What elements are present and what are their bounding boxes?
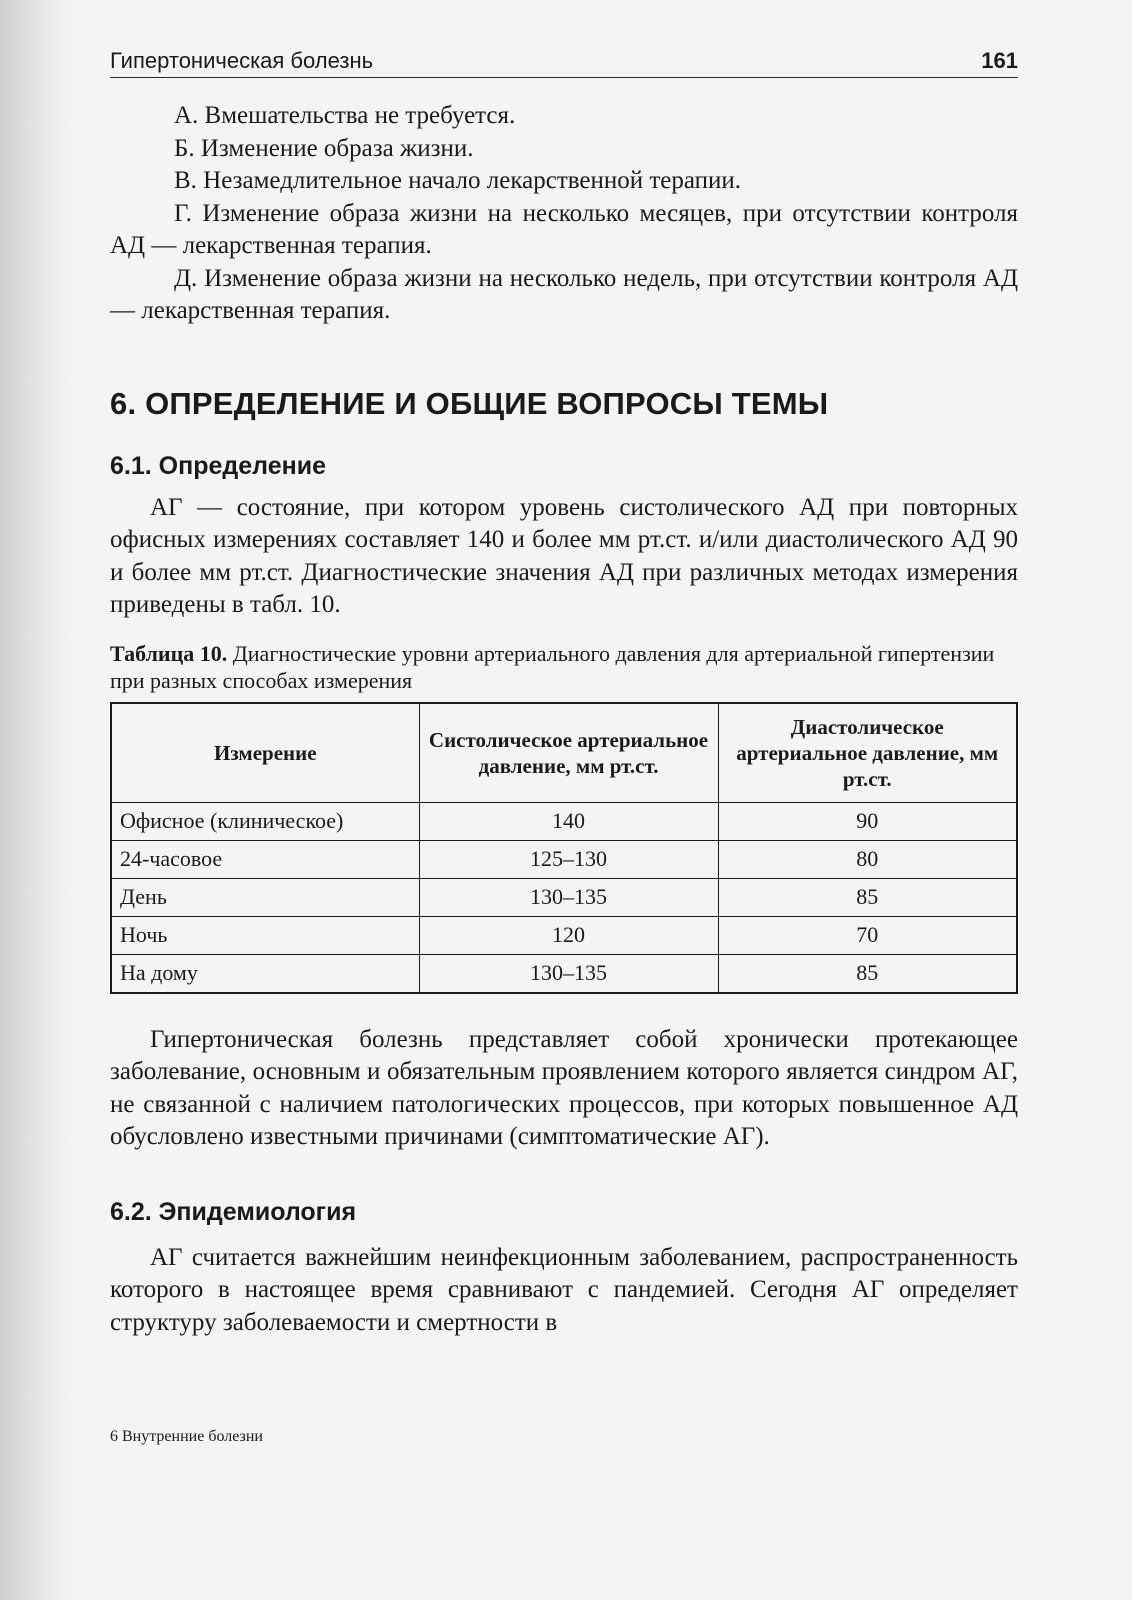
table-caption-label: Таблица 10. — [110, 640, 228, 666]
epidemiology-paragraph: АГ считается важнейшим неинфекционным заболеванием, распространенность которого в настоящее время сравнивают с пандемией. Сегодня АГ определяет структуру заболеваемости и смертности в — [110, 1243, 1018, 1336]
table-cell-systolic: 130–135 — [419, 954, 718, 993]
table-row — [111, 954, 1017, 993]
table-header-systolic: Систолическое артериальное давление, мм рт.ст. — [419, 703, 718, 803]
table-header-diastolic: Диастолическое артериальное давление, мм рт.ст. — [718, 703, 1017, 803]
answer-option-e: Д. Изменение образа жизни на несколько недель, при отсутствии контроля АД — лекарственная терапия. — [110, 264, 1018, 324]
page-gutter-shadow — [0, 0, 70, 1600]
answer-option-a: А. Вмешательства не требуется. — [174, 102, 516, 129]
table-cell-systolic: 140 — [419, 802, 718, 840]
running-head — [110, 40, 1018, 78]
book-page — [110, 40, 1018, 1339]
table-cell-diastolic: 90 — [718, 802, 1017, 840]
table-cell-diastolic: 85 — [718, 878, 1017, 916]
section-heading-definition: 6.1. Определение — [110, 451, 326, 480]
table-cell-method: 24-часовое — [111, 840, 419, 878]
table-cell-method: Офисное (клиническое) — [111, 802, 419, 840]
answer-option-c: В. Незамедлительное начало лекарственной терапии. — [174, 167, 742, 194]
table-cell-diastolic: 70 — [718, 916, 1017, 954]
page-number: 161 — [981, 48, 1018, 73]
table-cell-method: На дому — [111, 954, 419, 993]
table-row — [111, 840, 1017, 878]
table-cell-diastolic: 80 — [718, 840, 1017, 878]
table-cell-systolic: 120 — [419, 916, 718, 954]
table-row — [111, 878, 1017, 916]
table-cell-systolic: 130–135 — [419, 878, 718, 916]
table-row — [111, 916, 1017, 954]
running-head-title: Гипертоническая болезнь — [110, 48, 374, 73]
table-cell-systolic: 125–130 — [419, 840, 718, 878]
definition-paragraph: АГ — состояние, при котором уровень систолического АД при повторных офисных измерениях составляет 140 и более мм рт.ст. и/или диастолического АД 90 и более мм рт.ст. Диагностические значения АД при различных методах измерения приведены в табл. 10. — [110, 493, 1018, 618]
answer-options — [110, 100, 1018, 328]
table-header-row — [111, 703, 1017, 803]
footer-signature: 6 Внутренние болезни — [110, 1428, 263, 1445]
table-cell-method: Ночь — [111, 916, 419, 954]
table-row — [111, 802, 1017, 840]
table-header-measurement: Измерение — [111, 703, 419, 803]
answer-option-d: Г. Изменение образа жизни на несколько месяцев, при отсутствии контроля АД — лекарственная терапия. — [110, 199, 1018, 259]
table-cell-diastolic: 85 — [718, 954, 1017, 993]
answer-option-b: Б. Изменение образа жизни. — [174, 134, 474, 162]
chapter-title: 6. ОПРЕДЕЛЕНИЕ И ОБЩИЕ ВОПРОСЫ ТЕМЫ — [110, 385, 829, 421]
bp-levels-table — [110, 702, 1018, 994]
table-caption-text: Диагностические уровни артериального давления для артериальной гипертензии при разных способах измерения — [110, 640, 995, 693]
table-cell-method: День — [111, 878, 419, 916]
hypertension-paragraph: Гипертоническая болезнь представляет собой хронически протекающее заболевание, основным и обязательным проявлением которого является синдром АГ, не связанной с наличием патологических процессов, при которых повышенное АД обусловлено известными причинами (симптоматические АГ). — [110, 1025, 1018, 1150]
section-heading-epidemiology: 6.2. Эпидемиология — [110, 1197, 357, 1226]
table-caption — [110, 640, 1018, 694]
